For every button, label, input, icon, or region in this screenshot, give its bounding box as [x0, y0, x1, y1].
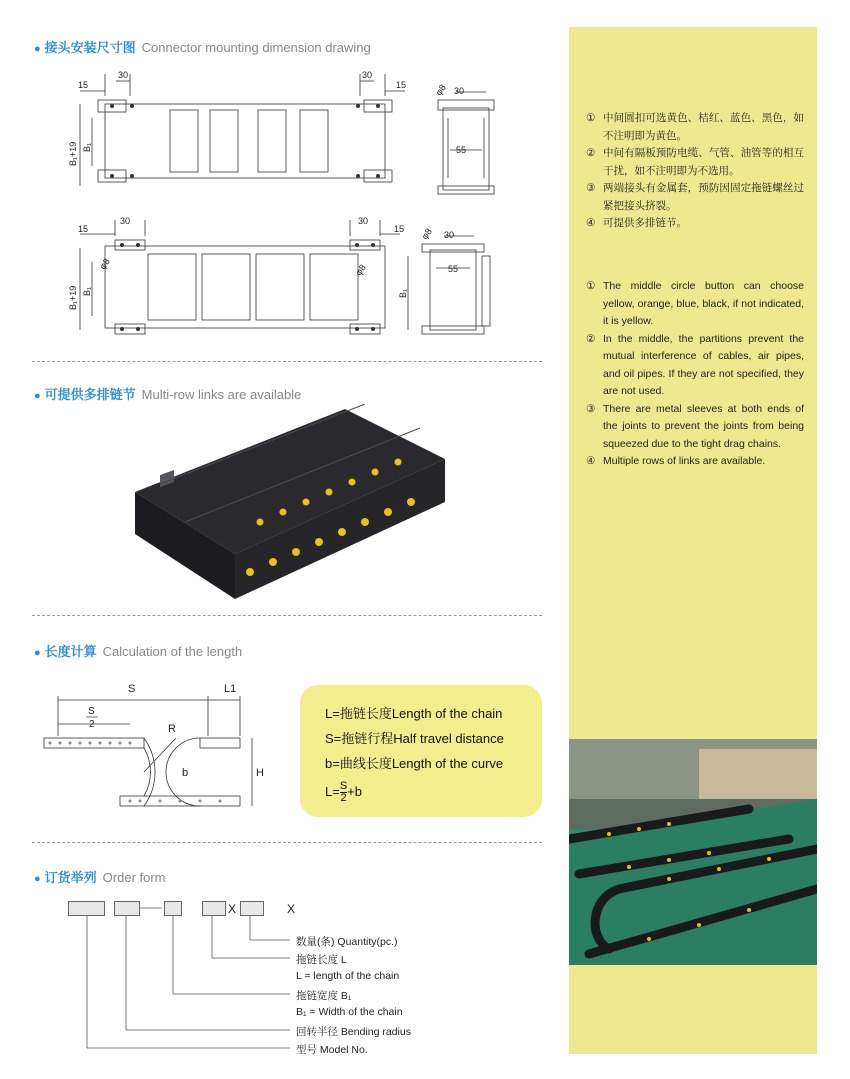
formula-equation: L= $\frac{S}{2}$ +b	[325, 780, 362, 804]
svg-text:φ8: φ8	[353, 262, 368, 278]
svg-text:55: 55	[456, 145, 467, 155]
svg-text:2: 2	[89, 719, 95, 730]
note-en-1: ① The middle circle button can choose yellow, orange, blue, black, if not indicated, it is yellow.	[586, 280, 804, 327]
order-label-quantity: 数量(条) Quantity(pc.)	[296, 936, 398, 948]
bullet-dot-icon: ●	[34, 390, 41, 402]
order-label-length-cn: 拖链长度 L	[296, 954, 347, 966]
bullet-dot-icon: ●	[34, 43, 41, 55]
svg-text:L1: L1	[224, 683, 237, 695]
formula-s: S=拖链行程Half travel distance	[325, 731, 504, 746]
order-label-radius: 回转半径 Bending radius	[296, 1026, 411, 1038]
order-label-width-cn: 拖链宽度 B₁	[296, 990, 352, 1002]
svg-text:X: X	[228, 902, 237, 916]
svg-text:B₁+19: B₁+19	[68, 285, 78, 310]
order-label-width-en: B₁ = Width of the chain	[296, 1006, 403, 1018]
note-cn-4: ④ 可提供多排链节。	[586, 217, 687, 229]
divider-3	[32, 842, 542, 843]
notes-cn	[586, 110, 804, 233]
bullet-dot-icon: ●	[34, 873, 41, 885]
svg-text:S: S	[128, 683, 136, 695]
multi-row-chain-image	[130, 404, 450, 604]
divider-2	[32, 615, 542, 616]
formula-l: L=拖链长度Length of the chain	[325, 706, 503, 721]
note-cn-1: ① 中间圆扣可选黄色、桔红、蓝色、黑色，如不注明即为黄色。	[586, 112, 804, 142]
factory-photo	[569, 739, 817, 965]
note-en-4: ④ Multiple rows of links are available.	[586, 455, 766, 467]
svg-text:15: 15	[396, 80, 407, 90]
notes-en	[586, 278, 804, 471]
formula-b: b=曲线长度Length of the curve	[325, 756, 504, 771]
svg-text:15: 15	[78, 80, 89, 90]
section-title-multirow: ● 可提供多排链节 Multi-row links are available	[34, 387, 302, 402]
order-label-model: 型号 Model No.	[296, 1044, 368, 1056]
svg-text:φ8: φ8	[433, 82, 448, 98]
connector-drawing-bottom	[60, 212, 420, 342]
section-title-connector: ● 接头安装尺寸图 Connector mounting dimension drawing	[34, 40, 371, 55]
note-cn-3: ③ 两端接头有金属套，预防因固定拖链螺丝过紧把接头挤裂。	[586, 182, 804, 212]
svg-text:30: 30	[362, 70, 373, 80]
divider-1	[32, 361, 542, 362]
svg-text:30: 30	[358, 216, 369, 226]
length-calculation-diagram	[40, 676, 280, 811]
note-en-2: ② In the middle, the partitions prevent the mutual interference of cables, air pipes, and oil pipes. If they are not specified, they are not used.	[586, 332, 804, 397]
svg-text:15: 15	[394, 224, 405, 234]
note-en-3: ③ There are metal sleeves at both ends of the joints to prevent the joints from being squeezed due to the tight drag chains.	[586, 402, 804, 450]
bullet-dot-icon: ●	[34, 647, 41, 659]
svg-text:φ8: φ8	[97, 256, 112, 272]
section-title-order: ● 订货举列 Order form	[34, 870, 166, 885]
svg-text:φ8: φ8	[419, 226, 434, 242]
svg-text:B₁: B₁	[82, 142, 92, 152]
svg-text:B₁: B₁	[82, 286, 92, 296]
svg-text:30: 30	[454, 86, 465, 96]
svg-text:15: 15	[78, 224, 89, 234]
order-form-lines	[60, 898, 300, 1058]
svg-text:B₁: B₁	[398, 288, 408, 298]
section-title-length: ● 长度计算 Calculation of the length	[34, 644, 243, 659]
connector-drawing-side	[428, 78, 508, 198]
note-cn-2: ② 中间有隔板预防电缆、气管、油管等的相互干扰，如不注明即为不选用。	[586, 147, 804, 177]
connector-drawing-top	[60, 66, 420, 201]
svg-text:30: 30	[120, 216, 131, 226]
order-label-length-en: L = length of the chain	[296, 970, 400, 982]
svg-text:X: X	[287, 902, 296, 916]
svg-text:55: 55	[448, 264, 459, 274]
svg-text:b: b	[182, 767, 189, 779]
svg-text:30: 30	[444, 230, 455, 240]
svg-text:R: R	[168, 723, 176, 735]
connector-drawing-side-2	[396, 220, 508, 342]
svg-text:S: S	[88, 706, 95, 717]
svg-text:30: 30	[118, 70, 129, 80]
svg-text:H: H	[256, 767, 264, 779]
svg-text:B₁+19: B₁+19	[68, 141, 78, 166]
